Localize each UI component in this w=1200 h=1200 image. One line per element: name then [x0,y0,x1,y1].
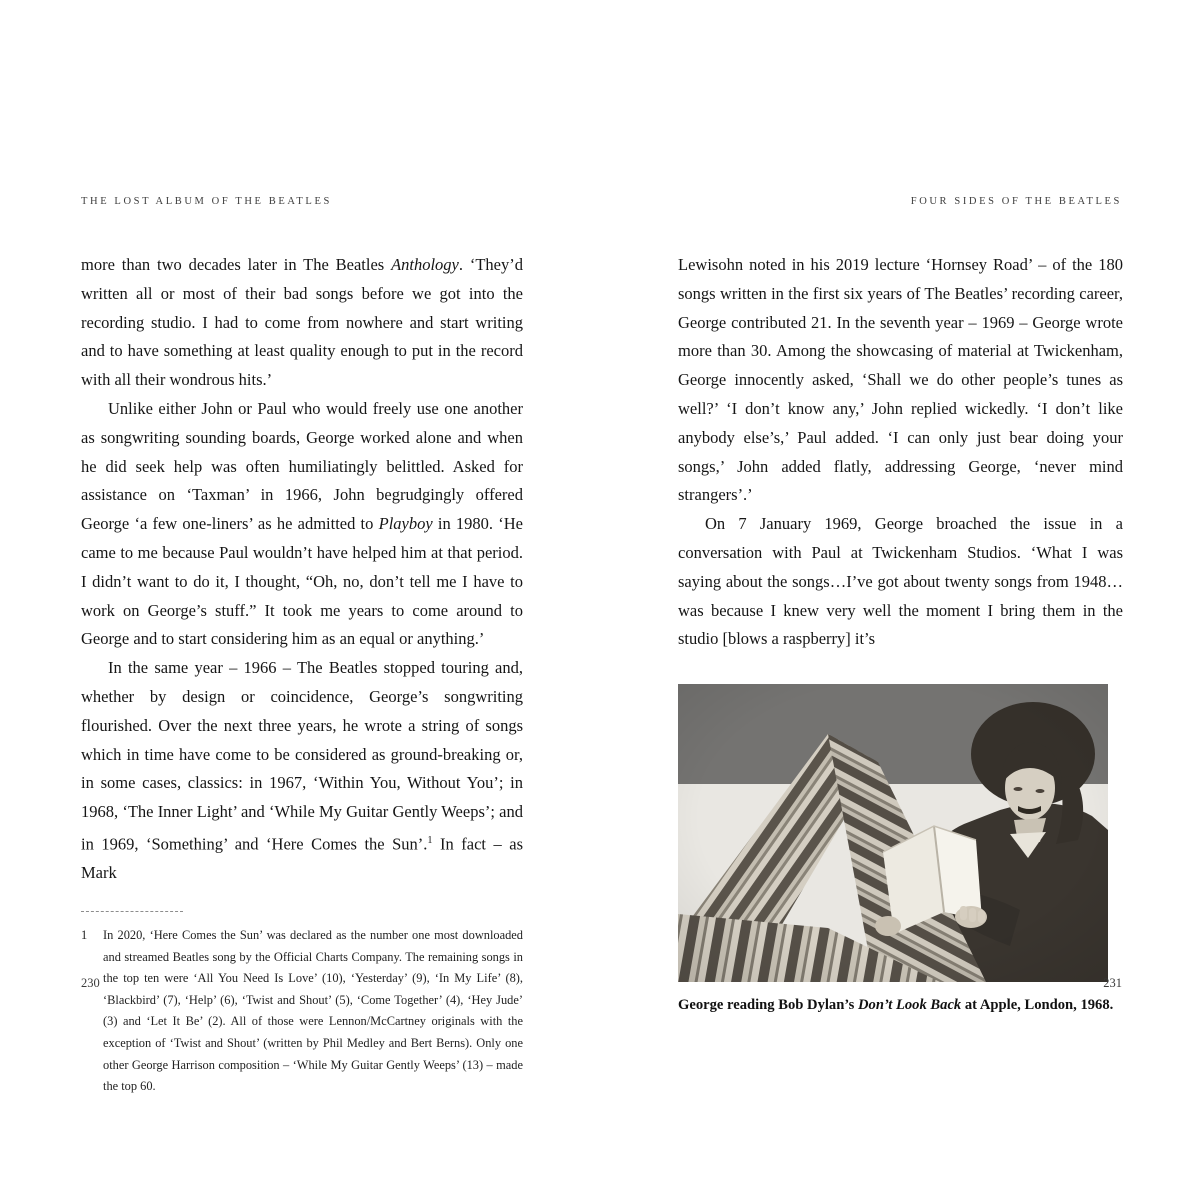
running-head-right: FOUR SIDES OF THE BEATLES [910,196,1122,207]
footnote [81,925,523,1098]
body-paragraph: On 7 January 1969, George broached the issue in a conversation with Paul at Twickenham Studios. ‘What I was saying about the songs…I’ve got about twenty songs from 1948…was because I knew very well the moment I bring them in the studio [blows a raspberry] it’s [678,514,1123,649]
left-page-body [81,251,523,1098]
body-paragraph: more than two decades later in The Beatles Anthology. ‘They’d written all or most of their bad songs before we got into the recording studio. I had to come from nowhere and start writing and to have something at least quality enough to put in the record with all their wondrous hits.’ [81,255,523,390]
page-number-left: 230 [81,976,100,990]
right-page-body [678,251,1123,1015]
footnote-marker: 1 [81,928,88,943]
footnote-text: In 2020, ‘Here Comes the Sun’ was declared as the number one most downloaded and streamed Beatles song by the Official Charts Company. The remaining songs in the top ten were ‘All You Need Is Love’ (10), ‘Yesterday’ (9), ‘In My Life’ (8), ‘Blackbird’ (7), ‘Help’ (6), ‘Twist and Shout’ (5), ‘Come Together’ (4), ‘Hey Jude’ (3) and ‘Let It Be’ (2). All of those were Lennon/McCartney originals with the exception of ‘Twist and Shout’ (written by Phil Medley and Bert Berns). Only one other George Harrison composition – ‘While My Guitar Gently Weeps’ (13) – made the top 60. [103,928,523,1094]
photo-vignette [678,684,1108,982]
photo-george-reading [678,684,1108,982]
running-head-left: THE LOST ALBUM OF THE BEATLES [81,196,332,207]
page-number-right: 231 [1103,976,1122,990]
footnote-divider [81,911,183,912]
body-paragraph: In the same year – 1966 – The Beatles stopped touring and, whether by design or coincidence, George’s songwriting flourished. Over the next three years, he wrote a string of songs which in time have come to be considered as ground-breaking or, in some cases, classics: in 1967, ‘Within You, Without You’; in 1968, ‘The Inner Light’ and ‘While My Guitar Gently Weeps’; and in 1969, ‘Something’ and ‘Here Comes the Sun’.$^1$ In fact – as Mark [81,658,524,883]
photo-block [678,684,1123,1015]
body-paragraph: Unlike either John or Paul who would freely use one another as songwriting sounding boards, George worked alone and when he did seek help was often humiliatingly belittled. Asked for assistance on ‘Taxman’ in 1966, John begrudgingly offered George ‘a few one-liners’ as he admitted to Playboy in 1980. ‘He came to me because Paul wouldn’t have helped him at that period. I didn’t want to do it, I thought, “Oh, no, don’t tell me I have to work on George’s stuff.” It took me years to come around to George and to start considering him as an equal or anything.’ [81,398,523,649]
photo-caption: George reading Bob Dylan’s Don’t Look Back at Apple, London, 1968. [678,997,1114,1014]
body-paragraph: Lewisohn noted in his 2019 lecture ‘Hornsey Road’ – of the 180 songs written in the first six years of The Beatles’ recording career, George contributed 21. In the seventh year – 1969 – George wrote more than 30. Among the showcasing of material at Twickenham, George innocently asked, ‘Shall we do other people’s tunes as well?’ ‘I don’t know any,’ John replied wickedly. ‘I don’t like anybody else’s,’ Paul added. ‘I can only just bear doing your songs,’ John added flatly, addressing George, ‘never mind strangers’.’ [678,255,1123,505]
